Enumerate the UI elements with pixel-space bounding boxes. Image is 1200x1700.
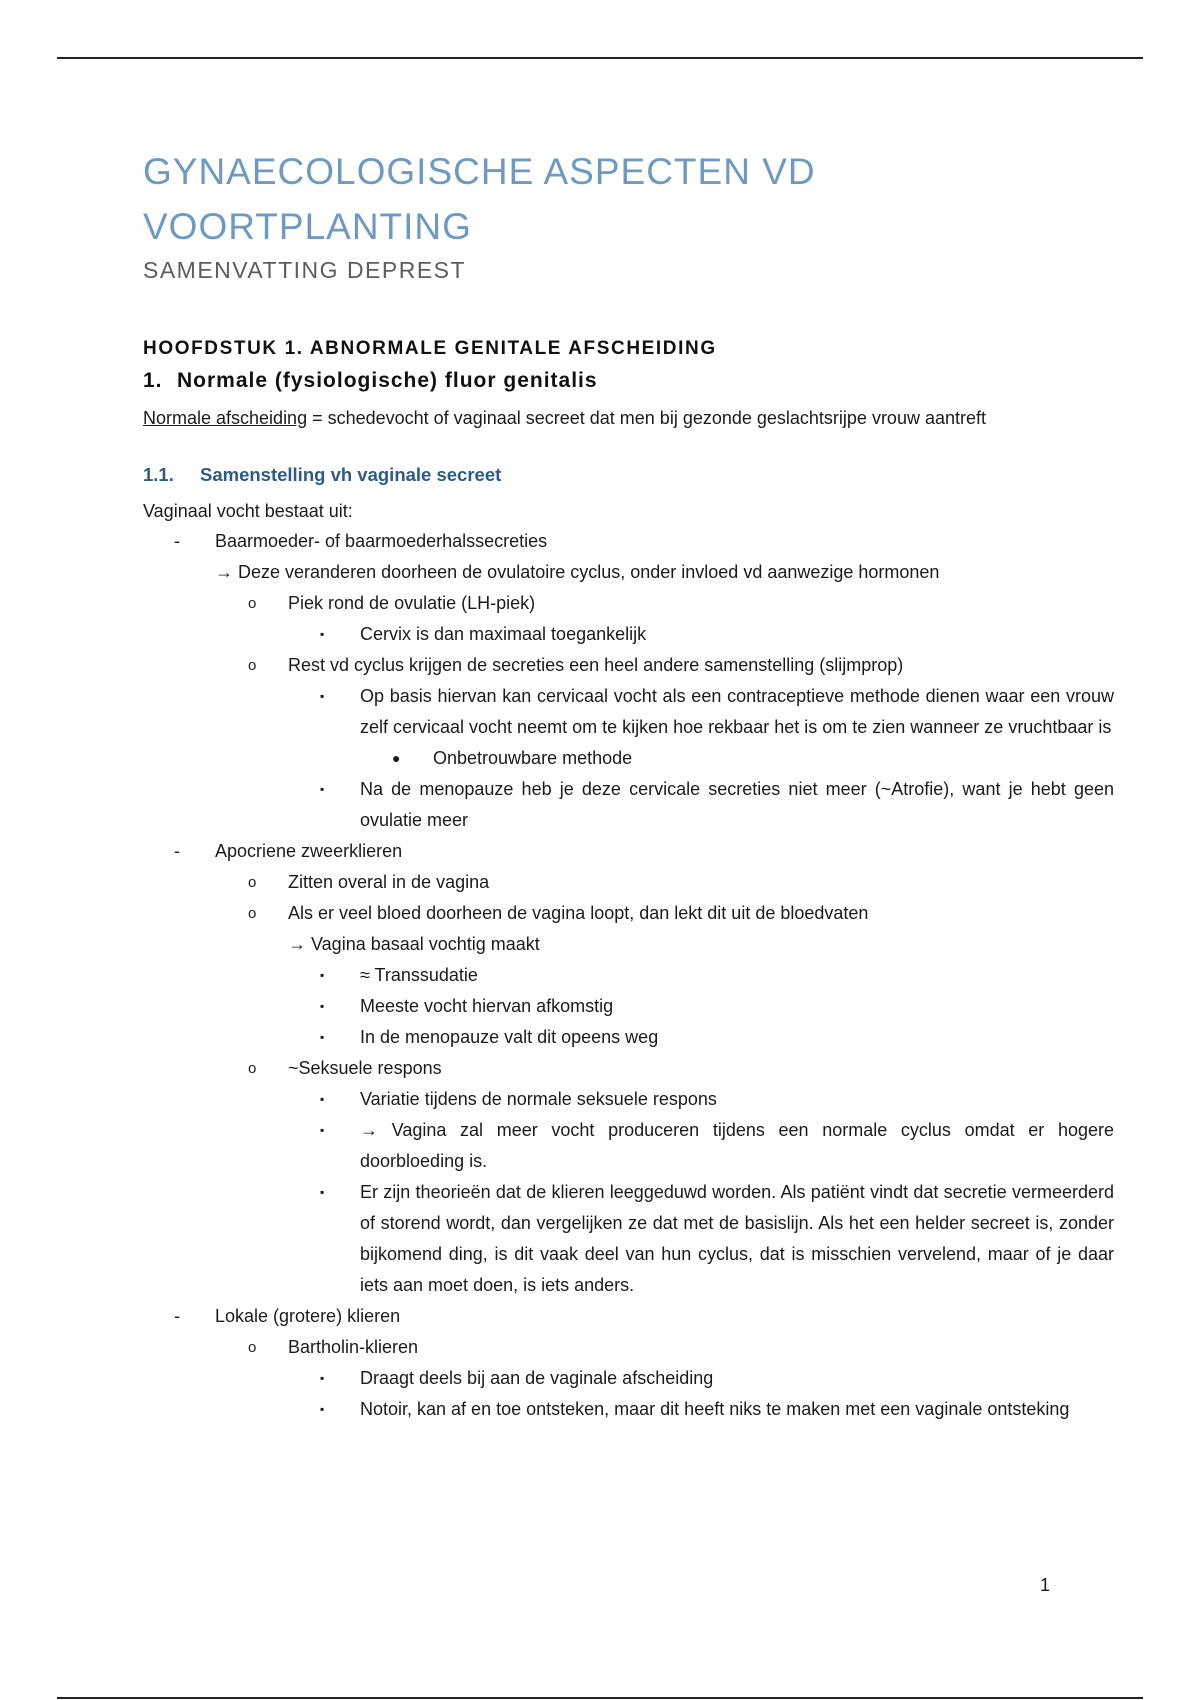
list-item-note: → Deze veranderen doorheen de ovulatoire cyclus, onder invloed vd aanwezige hormonen [215, 562, 940, 582]
dash-marker: - [174, 1306, 180, 1326]
page-number: 1 [1040, 1575, 1051, 1595]
chapter-heading: HOOFDSTUK 1. ABNORMALE GENITALE AFSCHEIDING [143, 338, 717, 359]
list-item: - Apocriene zweerklieren [0, 836, 1200, 867]
document-title-line2: VOORTPLANTING [143, 206, 472, 247]
definition-term: Normale afscheiding [143, 408, 308, 428]
circle-marker: o [248, 595, 257, 612]
square-marker: ▪ [320, 1402, 325, 1416]
section-title: Normale (fysiologische) fluor genitalis [177, 369, 598, 392]
section-heading [143, 369, 598, 393]
square-marker: ▪ [320, 1092, 325, 1106]
list-item-note: → Vagina basaal vochtig maakt [288, 934, 540, 954]
square-marker: ▪ [320, 782, 325, 796]
list-item: ▪ ≈ Transsudatie [0, 960, 1200, 991]
circle-marker: o [248, 1060, 257, 1077]
list-item: ▪ Op basis hiervan kan cervicaal vocht als een contraceptieve methode dienen waar een vrouw zelf cervicaal vocht neemt om te kijken hoe rekbaar het is om te zien wanneer ze vruchtbaar is [0, 681, 1200, 743]
header-rule [57, 57, 1143, 59]
document-title-line1: GYNAECOLOGISCHE ASPECTEN VD [143, 151, 816, 192]
list-item: ▪ Cervix is dan maximaal toegankelijk [0, 619, 1200, 650]
list-item: ▪ Draagt deels bij aan de vaginale afscheiding [0, 1363, 1200, 1394]
definition-text: = schedevocht of vaginaal secreet dat men bij gezonde geslachtsrijpe vrouw aantreft [307, 408, 986, 428]
square-marker: ▪ [320, 999, 325, 1013]
circle-marker: o [248, 874, 257, 891]
list-item: ● Onbetrouwbare methode [0, 743, 1200, 774]
footer-rule [57, 1697, 1143, 1699]
list-item: ▪ Meeste vocht hiervan afkomstig [0, 991, 1200, 1022]
list-item: ▪ Notoir, kan af en toe ontsteken, maar dit heeft niks te maken met een vaginale ontsteking [0, 1394, 1200, 1425]
lead-paragraph: Vaginaal vocht bestaat uit: [143, 501, 353, 521]
bullet-list [0, 526, 1200, 1425]
square-marker: ▪ [320, 968, 325, 982]
list-item: o ~Seksuele respons [0, 1053, 1200, 1084]
definition-paragraph [143, 403, 986, 433]
dot-marker: ● [392, 750, 401, 766]
square-marker: ▪ [320, 689, 325, 703]
list-item: o Bartholin-klieren [0, 1332, 1200, 1363]
list-item: o Rest vd cyclus krijgen de secreties een heel andere samenstelling (slijmprop) [0, 650, 1200, 681]
list-item: - Baarmoeder- of baarmoederhalssecreties [0, 526, 1200, 557]
section-number: 1. [143, 369, 163, 392]
square-marker: ▪ [320, 1123, 325, 1137]
list-item: - Lokale (grotere) klieren [0, 1301, 1200, 1332]
document-subtitle: SAMENVATTING DEPREST [143, 257, 467, 283]
circle-marker: o [248, 1339, 257, 1356]
circle-marker: o [248, 905, 257, 922]
list-item: o Als er veel bloed doorheen de vagina loopt, dan lekt dit uit de bloedvaten [0, 898, 1200, 929]
list-item: o Zitten overal in de vagina [0, 867, 1200, 898]
list-item: ▪ Na de menopauze heb je deze cervicale secreties niet meer (~Atrofie), want je hebt geen ovulatie meer [0, 774, 1200, 836]
document-title [143, 144, 1043, 254]
list-item: ▪ Er zijn theorieën dat de klieren leeggeduwd worden. Als patiënt vindt dat secretie vermeerderd of storend wordt, dan vergelijken ze dat met de basislijn. Als het een helder secreet is, zonder bijkomend ding, is dit vaak deel van hun cyclus, dat is misschien vervelend, maar of je daar iets aan moet doen, is iets anders. [0, 1177, 1200, 1301]
subsection-number: 1.1. [143, 464, 174, 485]
list-item: ▪ → Vagina zal meer vocht produceren tijdens een normale cyclus omdat er hogere doorbloeding is. [0, 1115, 1200, 1177]
dash-marker: - [174, 531, 180, 551]
circle-marker: o [248, 657, 257, 674]
dash-marker: - [174, 841, 180, 861]
square-marker: ▪ [320, 1185, 325, 1199]
square-marker: ▪ [320, 1371, 325, 1385]
list-item: o Piek rond de ovulatie (LH-piek) [0, 588, 1200, 619]
list-item: ▪ In de menopauze valt dit opeens weg [0, 1022, 1200, 1053]
subsection-title: Samenstelling vh vaginale secreet [200, 464, 502, 485]
subsection-heading [143, 464, 501, 486]
list-item: ▪ Variatie tijdens de normale seksuele respons [0, 1084, 1200, 1115]
square-marker: ▪ [320, 627, 325, 641]
square-marker: ▪ [320, 1030, 325, 1044]
